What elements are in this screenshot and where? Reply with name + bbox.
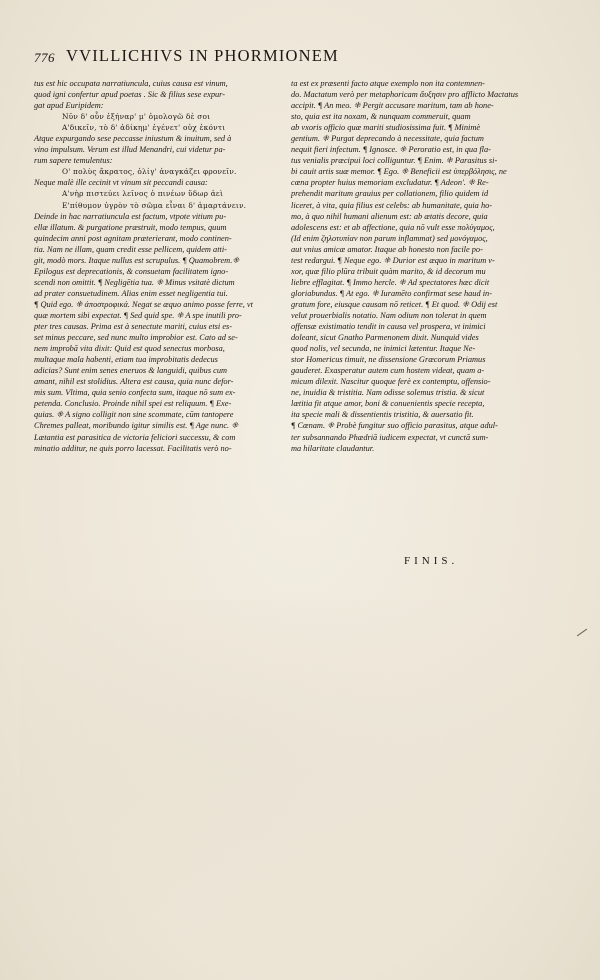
text-line: tia. Nam ne illam, quam credit esse pellicem, quidem atti- <box>34 244 227 254</box>
text-line: Lætantia est parasitica de victoria feliciori successu, & com <box>34 432 236 442</box>
text-line: ne, inuidia & tristitia. Nam odisse solemus tristia. & sicut <box>291 388 485 398</box>
text-line: quias. ⁜ A signo colligit non sine scommate, cūm tantopere <box>34 410 234 420</box>
text-line: ad prater consuetudinem. Alias enim esset negligentia tui. <box>34 288 228 298</box>
text-line: gat apud Euripidem: <box>34 101 104 111</box>
text-line: stor Homericus timuit, ne dissensione Græcorum Priamus <box>291 355 486 365</box>
text-line: offensæ existimatio tendit in causa vel prospera, vt inimici <box>291 322 486 332</box>
text-line: Epilogus est deprecationis, & consuetam facilitatem igno- <box>34 266 229 276</box>
text-line: Chremes palleat, moribundo igitur similis est. ¶ Age nunc. ⁜ <box>34 421 239 431</box>
text-line: ¶ Quid ego. ⁜ ἀποστροφικά. Negat se æquo animo posse ferre, vt <box>34 299 253 309</box>
text-line: (Id enim ζηλοτυπίαν non parum inflammat) sed μονόγαμος, <box>291 233 488 243</box>
text-line: adolescens est: et ab affectione, quia nō vult esse πολύγαμος, <box>291 222 495 232</box>
text-line: rum sapere temulentus: <box>34 156 113 166</box>
text-line: vino impulsum. Verum est illud Menandri, cui videtur pa- <box>34 145 226 155</box>
text-line: ita specie mali & dissentientis tristitia, & auersatio fit. <box>291 410 474 420</box>
colophon-finis: FINIS. <box>404 555 459 567</box>
greek-quote-line: Ε'πίθυμον ὑγρὸν τὸ σῶμα εἶναι δ' ἁμαρτάνειν. <box>62 200 247 210</box>
text-line: nem improbā vita dixit: Quid est quod senectus morbosa, <box>34 344 225 354</box>
text-line: tus est hic occupata narratiuncula, cuius causa est vinum, <box>34 79 228 88</box>
text-line: liebre efflagitat. ¶ Immo hercle. ⁜ Ad spectatores hæc dicit <box>291 277 490 287</box>
text-line: Deinde in hac narratiuncula est factum, vtpote vitium pu- <box>34 211 227 221</box>
text-line: sto, quia est ita noxam, & nunquam commeruit, quam <box>291 112 471 122</box>
text-line: test redargui. ¶ Neque ego. ⁜ Durior est æquo in maritum v- <box>291 255 495 265</box>
text-line: ¶ Cœnam. ⁜ Probè fungitur suo officio parasitus, atque adul- <box>291 421 498 431</box>
text-line: ma hilaritate claudantur. <box>291 443 375 453</box>
text-line: ta est ex præsenti facto atque exemplo non ita contemnen- <box>291 79 485 88</box>
page-number: 776 <box>34 50 55 65</box>
greek-quote-line: Νῦν δ' οὖν ἐξήναρ' μ' ὁμολογῶ δὲ σοι <box>62 112 211 122</box>
text-line: ab vxoris officio quæ mariti studiosissima fuit. ¶ Minimè <box>291 123 481 133</box>
text-line: quindecim anni post agnitam præterierant, modo continen- <box>34 233 232 243</box>
text-line: xor, quæ filio plūra tribuit quàm marito, & id decorum mu <box>291 266 486 276</box>
text-line: prehendit maritum grauius per collationem, filio quidem id <box>291 189 489 199</box>
left-text-column <box>34 78 298 454</box>
text-line: quæ mortem sibi expectat. ¶ Sed quid spe. ⁜ A spe inutili pro- <box>34 310 242 320</box>
text-line: tus venialis præcipui loci colliguntur. ¶ Enim. ⁜ Parasitus si- <box>291 156 498 166</box>
text-line: gratum fore, eiusque causam nō reticet. ¶ Et quod. ⁜ Odij est <box>291 299 498 309</box>
text-line: gentium. ⁜ Purgat deprecando à necessitate, quia factum <box>291 134 484 144</box>
text-line: amant, nihil est stolidius. Altera est causa, quia nunc defor- <box>34 377 234 387</box>
text-line: ellæ illatum. & purgatione præstruit, modo tempus, quum <box>34 222 227 232</box>
text-line: bi cauit artis suæ memor. ¶ Ego. ⁜ Beneficii est ὑπερβόλησις, ne <box>291 167 507 177</box>
text-line: micum dilexit. Nascitur quoque ferè ex contemptu, offensio- <box>291 377 491 387</box>
text-line: velut prouerbialis notatio. Nam odium non tolerat in quem <box>291 310 487 320</box>
text-line: adicias? Sunt enim senes eneruos & languidi, quibus cum <box>34 366 228 376</box>
text-line: gloriabundus. ¶ At ego. ⁜ Iuramēto confirmat sese haud in- <box>291 288 493 298</box>
text-line: pter tres causas. Prima est à senectute mariti, cuius etsi es- <box>34 322 233 332</box>
text-line: liceret, à vita, quia filius est celebs: ab humanitate, quia ho- <box>291 200 493 210</box>
text-line: Neque malè ille cecinit vt vinum sit peccandi causa: <box>34 178 208 188</box>
greek-quote-line: Ο' πολὺς ἄκρατος, ὀλίγ' ἀναγκάζει φρονεῖν. <box>62 167 237 177</box>
text-line: Atque expurgando sese peccasse iniustum & inuitum, sed à <box>34 134 232 144</box>
text-line: scendi non omittit. ¶ Negligētia tua. ⁜ Minus vsitatè dictum <box>34 277 235 287</box>
right-text-column <box>291 78 559 454</box>
greek-quote-line: Α'δικεῖν, τὸ δ' ἀδίκημ' ἐγένετ' οὐχ ἑκόντι <box>62 123 226 133</box>
greek-quote-line: Α'νὴρ πιστεύει λεῖνος ὁ πινέων ὕδωρ ἀεὶ <box>62 189 224 199</box>
text-line: ter subsannando Phædriā iudicem expectat, vt cunctā sum- <box>291 432 489 442</box>
running-title: VVILLICHIVS IN PHORMIONEM <box>66 46 339 65</box>
text-line: do. Mactatum verò per metaphoricam ἄυξησιν pro afflicto Mactatus <box>291 90 519 100</box>
text-line: gauderet. Exasperatur autem cum hostem videat, quam a- <box>291 366 485 376</box>
text-line: lætitia fit atque amor, boni & conuenientis specie recepta, <box>291 399 485 409</box>
text-line: quod nolis, vel secunda, ne inimici lætentur. Itaque Ne- <box>291 344 476 354</box>
text-line: mis sum. Vltima, quia senio confecta sum, itaque nō sum ex- <box>34 388 236 398</box>
text-line: accipit. ¶ An meo. ⁜ Pergit accusare maritum, tam ab hone- <box>291 101 494 111</box>
text-line: nequit fieri infectum. ¶ Ignosce. ⁜ Peroratio est, in qua fla- <box>291 145 491 155</box>
text-line: multaque mala habenti, etiam tua improbitatis dedecus <box>34 355 218 365</box>
text-line: mo, à quo nihil humani alienum est: ab ætatis decore, quia <box>291 211 488 221</box>
text-line: petenda. Conclusio. Proinde nihil spei est reliquum. ¶ Exe- <box>34 399 232 409</box>
text-line: doleant, sicut Gnatho Parmenonem dixit. Nunquid vides <box>291 333 479 343</box>
text-line: quod igni confertur apud poetas . Sic & filius sese expur- <box>34 90 226 100</box>
paper-stain <box>20 600 580 960</box>
text-line: cœna propter huius memoriam excludatur. ¶ Adeon'. ⁜ Re- <box>291 178 489 188</box>
text-line: set minus peccare, sed nunc multo improbior est. Cato ad se- <box>34 333 238 343</box>
text-line: minatio additur, ne quis porro lacessat. Facilitatis verò no- <box>34 443 232 453</box>
text-line: aut vnius amicæ amator. Itaque ab honesto non facile po- <box>291 244 483 254</box>
text-line: git, modò mors. Itaque nullus est scrupulus. ¶ Quamobrem.⁜ <box>34 255 240 265</box>
